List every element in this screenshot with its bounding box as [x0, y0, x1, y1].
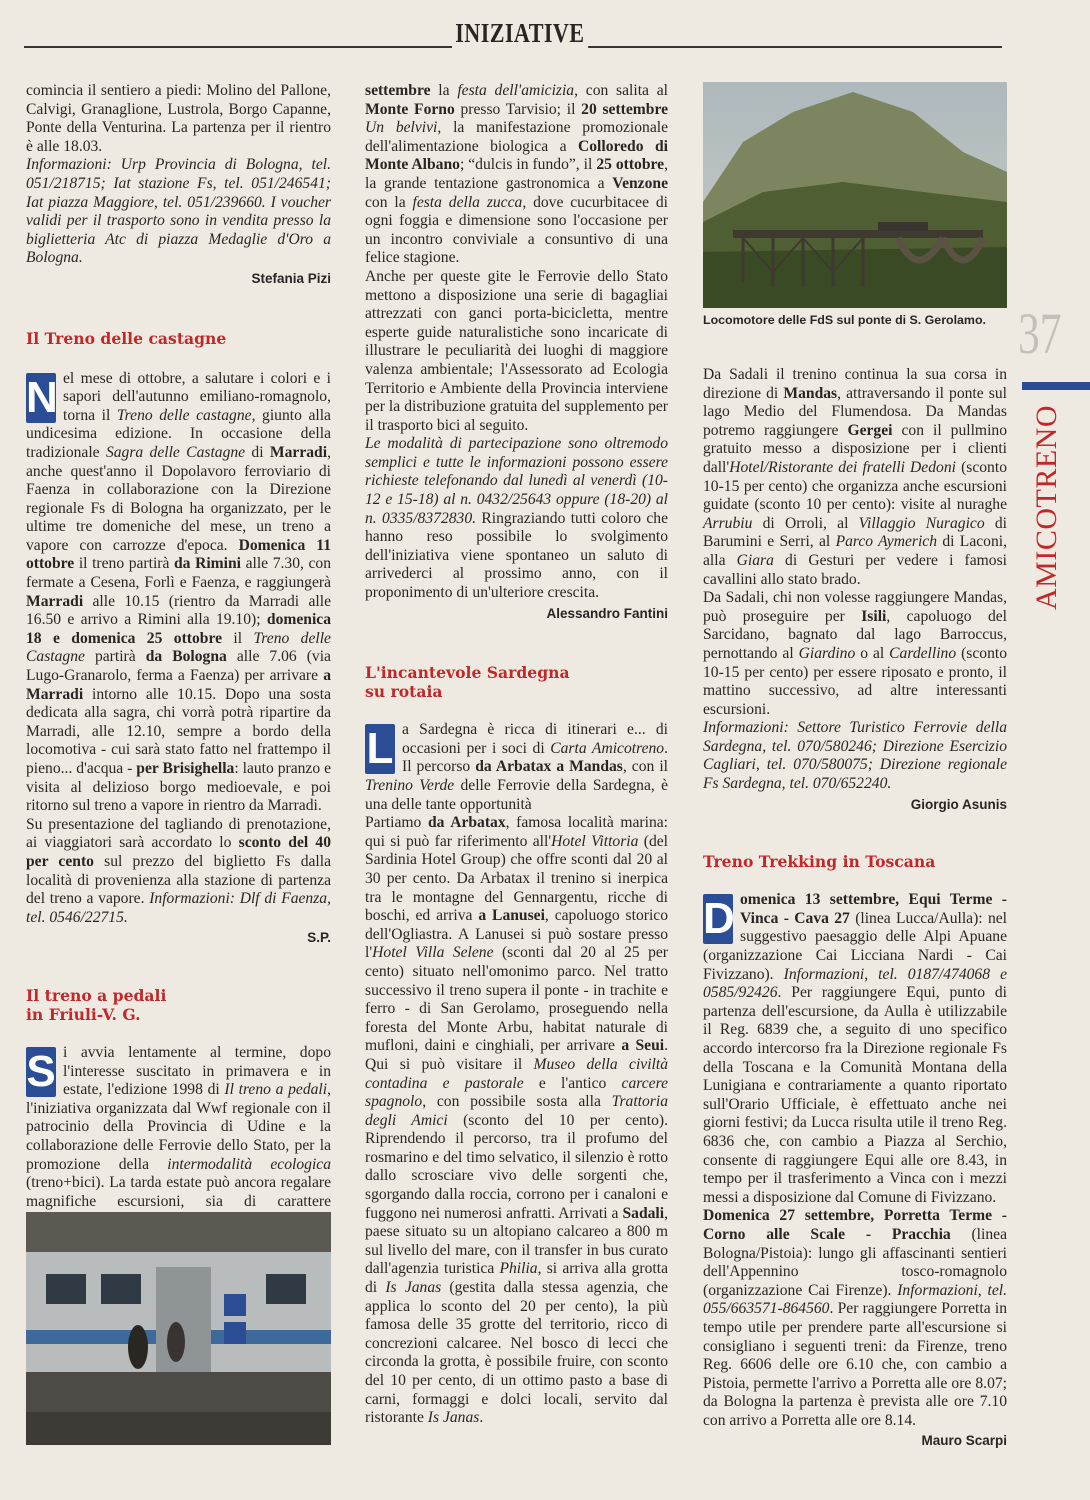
drop-cap: S [26, 1046, 56, 1096]
drop-cap: L [366, 724, 394, 774]
column-3 [703, 366, 1007, 1451]
article-body-sardegna-cont: Da Sadali il trenino continua la sua corsa in direzione di Mandas, attraversando il ponte sul lago Medio del Flumendosa. Da Mandas potremo raggiungere Gergei con il pullmino gratuito messo a disposizione per i clienti dall'Hotel/Ristorante dei fratelli Dedoni (sconto 10-15 per cento) che organizza anche escursioni guidate (sconto 10 per cento): visite al nuraghe Arrubiu di Orroli, al Villaggio Nuragico di Barumini e Serri, al Parco Aymerich di Laconi, alla Giara di Gesturi per vedere i famosi cavallini allo stato brado. [703, 366, 1008, 588]
article-body-pedali-cont: settembre la festa dell'amicizia, con salita al Monte Forno presso Tarvisio; il 20 settembre Un belvivi, la manifestazione promozionale dell'alimentazione biologica a Colloredo di Monte Albano; “dulcis in fundo”, il 25 ottobre, la grande tentazione gastronomica a Venzone con la festa della zucca, dove cucurbitacee di ogni foggia e dimensione sono l'occasione per un incontro conviviale a consuntivo di una felice stagione. [365, 82, 669, 267]
drop-cap: N [26, 372, 58, 422]
author-signature: Giorgio Asunis [910, 796, 1007, 812]
column-1 [26, 82, 331, 1248]
article-heading-castagne: Il Treno delle castagne [26, 328, 227, 348]
article-heading-trekking: Treno Trekking in Toscana [703, 852, 936, 872]
drop-cap: D [703, 894, 735, 944]
author-signature: Alessandro Fantini [546, 605, 668, 621]
article-body-trekking-2: Domenica 27 settembre, Porretta Terme - Corno alle Scale - Pracchia (linea Bologna/Pistoia): lungo gli affascinanti sentieri dell'Appennino tosco-romagnolo (organizzazione Cai Firenze). Informazioni, tel. 055/663571-864560. Per raggiungere Porretta in tempo utile per prendere parte all'escursione si consigliano i seguenti treni: da Firenze, treno Reg. 6606 delle ore 6.10 che, con cambio a Pistoia, permette l'arrivo a Porretta alle ore 8.07; da Bologna la partenza è prevista alle ore 7.10 con arrivo a Porretta alle ore 8.14. [703, 1207, 1008, 1429]
article-body-trekking: D omenica 13 settembre, Equi Terme - Vinca - Cava 27 (linea Lucca/Aulla): nel suggestivo paesaggio delle Alpi Apuane (organizzazione Cai Licciana Nardi - Cai Fivizzano). Informazioni, tel. 0187/474068 e 0585/92426. Per raggiungere Equi, punto di partenza dell'escursione, da Aulla è utilizzabile il Reg. 6839 che, a seguito di uno specifico accordo intercorso fra la Direzione regionale Fs della Toscana e la Comunità Montana della Lunigiana e contrariamente a quanto riportato sull'Orario Ufficiale, è effettuato anche nei giorni festivi; da Lucca risulta utile il treno Reg. 6836 che, con cambio a Piazza al Serchio, consente di raggiungere Equi alle ore 8.43, in tempo per il trasferimento a Vinca con i mezzi messi a disposizione dal Comune di Fivizzano. [703, 891, 1008, 1206]
author-signature: S.P. [307, 930, 331, 946]
article-body-castagne: N el mese di ottobre, a salutare i colori e i sapori dell'autunno emiliano-romagnolo, torna il Treno delle castagne, giunto alla undicesima edizione. In occasione della tradizionale Sagra delle Castagne di Marradi, anche quest'anno il Dopolavoro ferroviario di Faenza in collaborazione con la Direzione regionale Fs di Bologna ha organizzato, per le ultime tre domeniche del mese, un treno a vapore con carrozze d'epoca. Domenica 11 ottobre il treno partirà da Rimini alle 7.30, con fermate a Cesena, Forlì e Faenza, e raggiungerà Marradi alle 10.15 (rientro da Marradi alle 16.50 e arrivo a Rimini alla 19.10); domenica 18 e domenica 25 ottobre il Treno delle Castagne partirà da Bologna alle 7.06 (via Lugo-Granarolo, ferma a Faenza) per arrivare a Marradi intorno alle 10.15. Dopo una sosta dedicata alla sagra, chi vorrà potrà ripartire da Marradi, alle 12.10, sempre a bordo della locomotiva - cui sarà stato fatto nel frattempo il pieno... d'acqua - per Brisighella: lauto pranzo e visita al delizioso borgo medioevale, e poi ritorno sul treno a vapore in rientro da Marradi. [26, 369, 331, 815]
author-signature: Stefania Pizi [251, 270, 331, 286]
photo-caption: Locomotore delle FdS sul ponte di S. Gerolamo. [703, 313, 986, 327]
paragraph: Da Sadali, chi non volesse raggiungere Mandas, può proseguire per Isili, capoluogo del Sarcidano, bagnato dal lago Barroccus, pernottando al Giardino o al Cardellino (sconto 10-15 per cento) per essere riposato e pronto, il mattino successivo, ad altre interessanti escursioni. [703, 589, 1007, 718]
photo-bridge [703, 82, 1007, 308]
info-paragraph: Informazioni: Settore Turistico Ferrovie della Sardegna, tel. 070/580246; Direzione Esercizio Cagliari, tel. 070/580075; Direzione regionale Fs Sardegna, tel. 070/652240. [703, 719, 1007, 793]
info-paragraph: Informazioni: Urp Provincia di Bologna, tel. 051/218715; Iat stazione Fs, tel. 051/246541; Iat piazza Maggiore, tel. 051/239660. I voucher validi per il trasporto sono in vendita presso la biglietteria Atc di piazza Medaglie d'Oro a Bologna. [26, 156, 331, 267]
section-title: INIZIATIVE [452, 18, 588, 49]
sidebar-accent-bar [1022, 382, 1090, 390]
paragraph: Anche per queste gite le Ferrovie dello Stato mettono a disposizione una serie di bagagliai attrezzati con ganci porta-bicicletta, mentre esperte guide naturalistiche sono incaricate di illustrare le peculiarità dei luoghi di maggiore valenza ambientale; l'Assessorato ad Ecologia Territorio e Ambiente della Provincia interviene per la distribuzione gratuita del supplemento per il trasporto bici al seguito. [365, 267, 668, 434]
author-signature: Mauro Scarpi [921, 1433, 1007, 1449]
article-heading-sardegna: L'incantevole Sardegna su rotaia [365, 663, 570, 702]
article-body-sardegna: L a Sardegna è ricca di itinerari e... di occasioni per i soci di Carta Amicotreno. Il percorso da Arbatax a Mandas, con il Trenino Verde delle Ferrovie della Sardegna, è una delle tante opportunità [365, 721, 668, 813]
page-number: 37 [1018, 301, 1062, 366]
paragraph: comincia il sentiero a piedi: Molino del Pallone, Calvigi, Granaglione, Lustrola, Borgo Capanne, Ponte della Venturina. La partenza per il rientro è alle 18.03. [26, 82, 331, 155]
article-body-pedali: S i avvia lentamente al termine, dopo l'interesse suscitato in primavera e in estate, l'edizione 1998 di Il treno a pedali, l'iniziativa organizzata dal Wwf regionale con il patrocinio della Provincia di Udine e la collaborazione delle Ferrovie dello Stato, per la promozione della intermodalità ecologica (treno+bici). La tarda estate può ancora regalare magnifiche escursioni, sia di carattere [26, 1043, 331, 1210]
magazine-name: AMICOTRENO [1030, 405, 1063, 610]
article-heading-pedali: Il treno a pedali in Friuli-V. G. [26, 985, 167, 1024]
paragraph: Le modalità di partecipazione sono oltremodo semplici e tutte le informazioni possono essere richieste telefonando dal lunedì al venerdì (10-12 e 15-18) al n. 0432/25643 oppure (18-20) al n. 0335/8372830. Ringraziando tutti coloro che hanno reso possibile lo svolgimento dell'iniziativa viene spontaneo un saluto di arrivederci al prossimo anno, con il proponimento di un'ulteriore crescita. [365, 435, 668, 602]
column-2 [365, 82, 668, 1428]
article-body-sardegna-2: Partiamo da Arbatax, famosa località marina: qui si può far riferimento all'Hotel Vittoria (del Sardinia Hotel Group) che offre sconti dal 20 al 30 per cento. Da Arbatax il trenino si inerpica tra le montagne del Gennargentu, ricche di boschi, ed arriva a Lanusei, capoluogo storico dell'Ogliastra. A Lanusei si può sostare presso l'Hotel Villa Selene (sconti dal 20 al 25 per cento) situato nell'omonimo parco. Nel tratto successivo il treno supera il ponte - in trachite e ferro - di San Gerolamo, proseguendo nella foresta del Monte Arbu, habitat naturale di mufloni, daini e cinghiali, per arrivare a Seui. Qui si può visitare il Museo della civiltà contadina e pastorale e l'antico carcere spagnolo, con possibile sosta alla Trattoria degli Amici (sconto del 10 per cento). Riprendendo il percorso, tra il profumo del rosmarino e del timo selvatico, il silenzio è rotto dallo scrosciare vivo delle sorgenti che, sgorgando dalla roccia, corrono per i canaloni e fuggono nei numerosi anfratti. Arrivati a Sadali, paese situato su un altopiano calcareo a 800 m sul livello del mare, con il transfer in bus curato dall'agenzia turistica Philia, si arriva alla grotta di Is Janas (gestita dalla stessa agenzia, che applica lo sconto del 20 per cento), la più famosa delle 35 grotte del territorio, ricco di concrezioni calcaree. Nel bosco di lecci che circonda la grotta, è possibile fruire, con sconto del 10 per cento, di un ottimo pasto a base di carni, formaggi e dolci locali, servito dal ristorante Is Janas. [365, 814, 669, 1427]
photo-train [26, 1212, 331, 1445]
article-body-castagne-2: Su presentazione del tagliando di prenotazione, ai viaggiatori sarà accordato lo sconto del 40 per cento sul prezzo del biglietto Fs dalla località di provenienza alla stazione di partenza del treno a vapore. Informazioni: Dlf di Faenza, tel. 0546/22715. [26, 815, 332, 926]
